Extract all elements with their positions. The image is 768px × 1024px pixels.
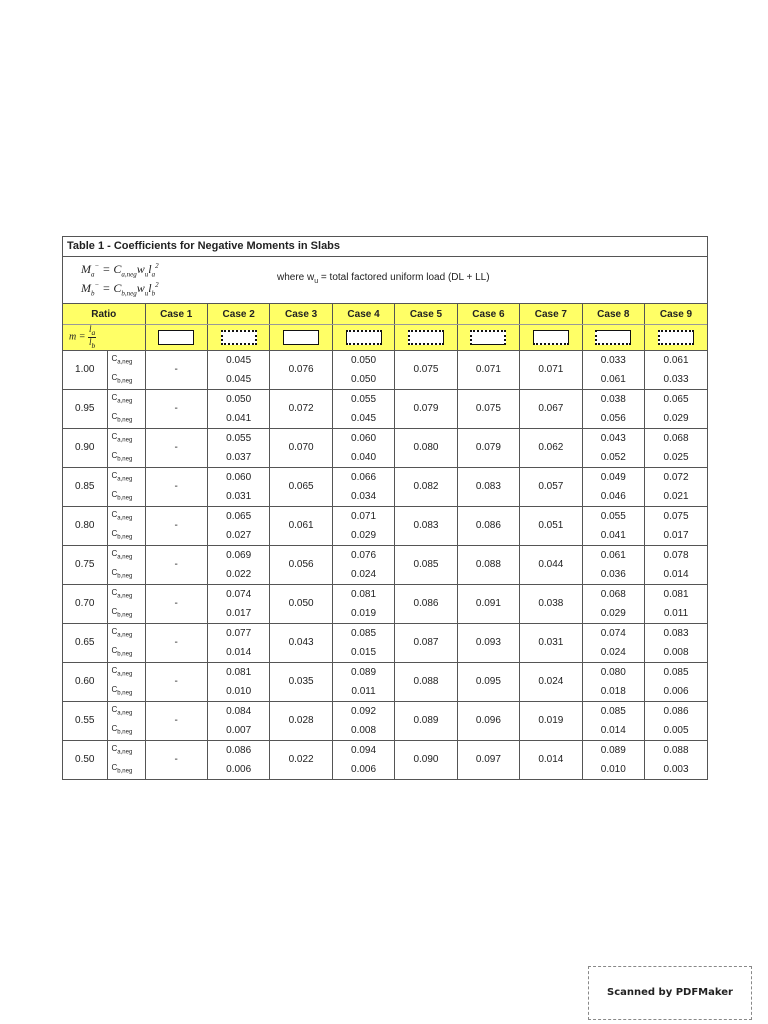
case-6-cell: 0.095 <box>457 662 519 701</box>
case-8-b-cell: 0.056 <box>582 409 644 429</box>
case-6-cell: 0.097 <box>457 740 519 779</box>
case-1-cell: - <box>145 584 207 623</box>
case-5-cell: 0.075 <box>395 350 457 389</box>
case-4-a-cell: 0.076 <box>332 545 394 565</box>
case-5-cell: 0.087 <box>395 623 457 662</box>
case-2-a-cell: 0.077 <box>207 623 269 643</box>
case-7-cell: 0.044 <box>520 545 582 584</box>
ratio-header: Ratio <box>63 304 145 325</box>
coef-label-b: $C_{b,neg}$ <box>107 643 145 663</box>
case-9-b-cell: 0.003 <box>663 763 689 775</box>
ratio-cell: 0.95 <box>63 389 107 428</box>
case-4-b-cell: 0.019 <box>332 604 394 624</box>
case-2-b-cell: 0.006 <box>207 760 269 779</box>
coef-label-b: $C_{b,neg}$ <box>107 721 145 741</box>
case-8-a-cell: 0.068 <box>582 584 644 604</box>
case-6-cell: 0.093 <box>457 623 519 662</box>
ratio-cell: 0.55 <box>63 701 107 740</box>
case-2-b-cell: 0.037 <box>207 448 269 468</box>
case-9-b-cell: 0.011 <box>663 607 689 619</box>
case-4-b-cell: 0.008 <box>332 721 394 741</box>
case-1-cell: - <box>145 428 207 467</box>
case-header: Case 3 <box>270 304 332 325</box>
case-3-cell: 0.061 <box>270 506 332 545</box>
case-5-cell: 0.082 <box>395 467 457 506</box>
case-3-cell: 0.050 <box>270 584 332 623</box>
case-8-a-cell: 0.038 <box>582 389 644 409</box>
case-2-a-cell: 0.084 <box>207 701 269 721</box>
case-9-a-cell: 0.061 <box>645 350 708 370</box>
case-8-a-cell: 0.061 <box>582 545 644 565</box>
case-8-a-cell: 0.055 <box>582 506 644 526</box>
case-2-a-cell: 0.060 <box>207 467 269 487</box>
ratio-cell: 0.75 <box>63 545 107 584</box>
case-8-b-cell: 0.014 <box>582 721 644 741</box>
case-1-diagram <box>158 330 194 345</box>
case-3-cell: 0.070 <box>270 428 332 467</box>
case-3-cell: 0.043 <box>270 623 332 662</box>
formula-mb: $M_b^- = C_{b,neg}w_ul_b^2$ <box>81 281 159 298</box>
case-9-b-cell: 0.017 <box>663 529 689 541</box>
table-row <box>63 584 707 604</box>
coef-label-a: $C_{a,neg}$ <box>107 740 145 760</box>
case-header: Case 4 <box>332 304 394 325</box>
table-row <box>63 701 707 721</box>
support-diagram-row <box>63 325 707 351</box>
coef-label-b: $C_{b,neg}$ <box>107 760 145 779</box>
case-2-b-cell: 0.017 <box>207 604 269 624</box>
case-4-a-cell: 0.085 <box>332 623 394 643</box>
case-7-cell: 0.024 <box>520 662 582 701</box>
ratio-definition: m = $\frac{l_a}{l_b}$ <box>63 325 145 351</box>
case-6-cell: 0.071 <box>457 350 519 389</box>
formula-ma: $M_a^- = C_{a,neg}w_ul_a^2$ <box>81 262 159 279</box>
case-4-a-cell: 0.060 <box>332 428 394 448</box>
case-7-diagram <box>533 330 569 345</box>
case-7-cell: 0.019 <box>520 701 582 740</box>
case-2-b-cell: 0.010 <box>207 682 269 702</box>
case-4-a-cell: 0.081 <box>332 584 394 604</box>
table-row <box>63 623 707 643</box>
case-1-cell: - <box>145 545 207 584</box>
case-6-cell: 0.086 <box>457 506 519 545</box>
ratio-cell: 0.85 <box>63 467 107 506</box>
coef-label-a: $C_{a,neg}$ <box>107 662 145 682</box>
case-header: Case 6 <box>457 304 519 325</box>
case-9-b-cell: 0.021 <box>663 490 689 502</box>
case-2-a-cell: 0.086 <box>207 740 269 760</box>
case-4-b-cell: 0.024 <box>332 565 394 585</box>
table-row <box>63 350 707 370</box>
case-9-b-cell: 0.006 <box>663 685 689 697</box>
case-7-cell: 0.057 <box>520 467 582 506</box>
ratio-cell: 0.60 <box>63 662 107 701</box>
case-5-cell: 0.090 <box>395 740 457 779</box>
load-definition: where $w_u$ = total factored uniform load (DL + LL) <box>277 272 490 285</box>
case-2-a-cell: 0.074 <box>207 584 269 604</box>
case-1-cell: - <box>145 506 207 545</box>
case-3-cell: 0.022 <box>270 740 332 779</box>
case-7-cell: 0.062 <box>520 428 582 467</box>
coef-label-b: $C_{b,neg}$ <box>107 565 145 585</box>
coef-label-b: $C_{b,neg}$ <box>107 682 145 702</box>
case-1-cell: - <box>145 467 207 506</box>
case-8-a-cell: 0.089 <box>582 740 644 760</box>
coef-label-a: $C_{a,neg}$ <box>107 584 145 604</box>
case-4-b-cell: 0.034 <box>332 487 394 507</box>
case-8-a-cell: 0.085 <box>582 701 644 721</box>
case-8-b-cell: 0.036 <box>582 565 644 585</box>
case-6-diagram <box>470 330 506 345</box>
scanner-watermark: Scanned by PDFMaker <box>588 966 752 1020</box>
case-2-a-cell: 0.069 <box>207 545 269 565</box>
case-7-cell: 0.051 <box>520 506 582 545</box>
case-5-cell: 0.089 <box>395 701 457 740</box>
case-5-cell: 0.083 <box>395 506 457 545</box>
case-4-b-cell: 0.015 <box>332 643 394 663</box>
case-6-cell: 0.091 <box>457 584 519 623</box>
coef-label-a: $C_{a,neg}$ <box>107 428 145 448</box>
case-2-b-cell: 0.041 <box>207 409 269 429</box>
case-8-b-cell: 0.010 <box>582 760 644 779</box>
case-4-a-cell: 0.092 <box>332 701 394 721</box>
table-row <box>63 467 707 487</box>
case-8-b-cell: 0.041 <box>582 526 644 546</box>
case-4-a-cell: 0.094 <box>332 740 394 760</box>
case-9-a-cell: 0.088 <box>645 740 708 760</box>
case-3-cell: 0.076 <box>270 350 332 389</box>
case-9-a-cell: 0.078 <box>645 545 708 565</box>
coef-label-a: $C_{a,neg}$ <box>107 545 145 565</box>
case-6-cell: 0.096 <box>457 701 519 740</box>
formula-block <box>63 257 707 304</box>
ratio-cell: 1.00 <box>63 350 107 389</box>
case-9-b-cell: 0.029 <box>663 412 689 424</box>
case-8-a-cell: 0.080 <box>582 662 644 682</box>
case-2-diagram <box>221 330 257 345</box>
case-5-cell: 0.080 <box>395 428 457 467</box>
case-4-a-cell: 0.066 <box>332 467 394 487</box>
case-2-b-cell: 0.027 <box>207 526 269 546</box>
case-9-a-cell: 0.075 <box>645 506 708 526</box>
coefficient-grid <box>63 304 707 779</box>
case-4-b-cell: 0.045 <box>332 409 394 429</box>
case-4-b-cell: 0.040 <box>332 448 394 468</box>
case-header: Case 9 <box>645 304 708 325</box>
case-2-b-cell: 0.045 <box>207 370 269 390</box>
case-9-a-cell: 0.068 <box>645 428 708 448</box>
case-4-a-cell: 0.071 <box>332 506 394 526</box>
coef-label-a: $C_{a,neg}$ <box>107 467 145 487</box>
case-8-a-cell: 0.033 <box>582 350 644 370</box>
case-8-a-cell: 0.074 <box>582 623 644 643</box>
case-4-diagram <box>346 330 382 345</box>
case-2-b-cell: 0.007 <box>207 721 269 741</box>
case-9-a-cell: 0.086 <box>645 701 708 721</box>
case-8-diagram <box>595 330 631 345</box>
case-5-cell: 0.086 <box>395 584 457 623</box>
case-2-b-cell: 0.031 <box>207 487 269 507</box>
case-9-a-cell: 0.065 <box>645 389 708 409</box>
case-3-cell: 0.028 <box>270 701 332 740</box>
coef-label-b: $C_{b,neg}$ <box>107 448 145 468</box>
table-row <box>63 428 707 448</box>
coef-label-a: $C_{a,neg}$ <box>107 701 145 721</box>
case-6-cell: 0.075 <box>457 389 519 428</box>
table-title: Table 1 - Coefficients for Negative Moments in Slabs <box>63 237 707 257</box>
case-9-b-cell: 0.025 <box>663 451 689 463</box>
case-9-b-cell: 0.033 <box>663 373 689 385</box>
case-7-cell: 0.071 <box>520 350 582 389</box>
case-header: Case 8 <box>582 304 644 325</box>
ratio-cell: 0.50 <box>63 740 107 779</box>
case-5-cell: 0.079 <box>395 389 457 428</box>
case-3-cell: 0.035 <box>270 662 332 701</box>
case-header: Case 5 <box>395 304 457 325</box>
ratio-cell: 0.80 <box>63 506 107 545</box>
case-2-a-cell: 0.050 <box>207 389 269 409</box>
case-6-cell: 0.088 <box>457 545 519 584</box>
case-1-cell: - <box>145 389 207 428</box>
case-6-cell: 0.083 <box>457 467 519 506</box>
case-4-a-cell: 0.050 <box>332 350 394 370</box>
coef-label-a: $C_{a,neg}$ <box>107 506 145 526</box>
case-4-b-cell: 0.050 <box>332 370 394 390</box>
coef-label-b: $C_{b,neg}$ <box>107 487 145 507</box>
case-1-cell: - <box>145 662 207 701</box>
coef-label-b: $C_{b,neg}$ <box>107 604 145 624</box>
ratio-cell: 0.65 <box>63 623 107 662</box>
table-row <box>63 506 707 526</box>
case-1-cell: - <box>145 350 207 389</box>
case-1-cell: - <box>145 701 207 740</box>
case-2-a-cell: 0.081 <box>207 662 269 682</box>
case-9-b-cell: 0.008 <box>663 646 689 658</box>
case-3-cell: 0.072 <box>270 389 332 428</box>
case-7-cell: 0.067 <box>520 389 582 428</box>
table-row <box>63 662 707 682</box>
case-9-a-cell: 0.085 <box>645 662 708 682</box>
case-6-cell: 0.079 <box>457 428 519 467</box>
case-2-a-cell: 0.065 <box>207 506 269 526</box>
case-5-cell: 0.088 <box>395 662 457 701</box>
ratio-cell: 0.90 <box>63 428 107 467</box>
case-header: Case 2 <box>207 304 269 325</box>
case-2-b-cell: 0.022 <box>207 565 269 585</box>
case-8-b-cell: 0.029 <box>582 604 644 624</box>
case-2-b-cell: 0.014 <box>207 643 269 663</box>
case-8-b-cell: 0.018 <box>582 682 644 702</box>
case-9-a-cell: 0.081 <box>645 584 708 604</box>
coef-label-a: $C_{a,neg}$ <box>107 623 145 643</box>
case-8-b-cell: 0.046 <box>582 487 644 507</box>
coefficient-table <box>62 236 708 780</box>
coef-label-b: $C_{b,neg}$ <box>107 526 145 546</box>
case-4-b-cell: 0.006 <box>332 760 394 779</box>
case-3-cell: 0.056 <box>270 545 332 584</box>
case-9-a-cell: 0.072 <box>645 467 708 487</box>
coef-label-b: $C_{b,neg}$ <box>107 409 145 429</box>
case-8-b-cell: 0.052 <box>582 448 644 468</box>
case-8-a-cell: 0.049 <box>582 467 644 487</box>
case-header: Case 7 <box>520 304 582 325</box>
case-8-a-cell: 0.043 <box>582 428 644 448</box>
case-4-a-cell: 0.055 <box>332 389 394 409</box>
case-4-a-cell: 0.089 <box>332 662 394 682</box>
case-7-cell: 0.014 <box>520 740 582 779</box>
header-row <box>63 304 707 325</box>
coef-label-a: $C_{a,neg}$ <box>107 350 145 370</box>
case-2-a-cell: 0.045 <box>207 350 269 370</box>
case-1-cell: - <box>145 740 207 779</box>
case-7-cell: 0.038 <box>520 584 582 623</box>
case-1-cell: - <box>145 623 207 662</box>
case-9-diagram <box>658 330 694 345</box>
case-9-a-cell: 0.083 <box>645 623 708 643</box>
case-2-a-cell: 0.055 <box>207 428 269 448</box>
case-4-b-cell: 0.011 <box>332 682 394 702</box>
coef-label-b: $C_{b,neg}$ <box>107 370 145 390</box>
table-row <box>63 545 707 565</box>
case-3-cell: 0.065 <box>270 467 332 506</box>
coef-label-a: $C_{a,neg}$ <box>107 389 145 409</box>
case-8-b-cell: 0.061 <box>582 370 644 390</box>
case-7-cell: 0.031 <box>520 623 582 662</box>
case-9-b-cell: 0.005 <box>663 724 689 736</box>
case-9-b-cell: 0.014 <box>663 568 689 580</box>
ratio-cell: 0.70 <box>63 584 107 623</box>
case-5-diagram <box>408 330 444 345</box>
case-5-cell: 0.085 <box>395 545 457 584</box>
table-row <box>63 740 707 760</box>
case-3-diagram <box>283 330 319 345</box>
case-8-b-cell: 0.024 <box>582 643 644 663</box>
case-header: Case 1 <box>145 304 207 325</box>
case-4-b-cell: 0.029 <box>332 526 394 546</box>
table-row <box>63 389 707 409</box>
